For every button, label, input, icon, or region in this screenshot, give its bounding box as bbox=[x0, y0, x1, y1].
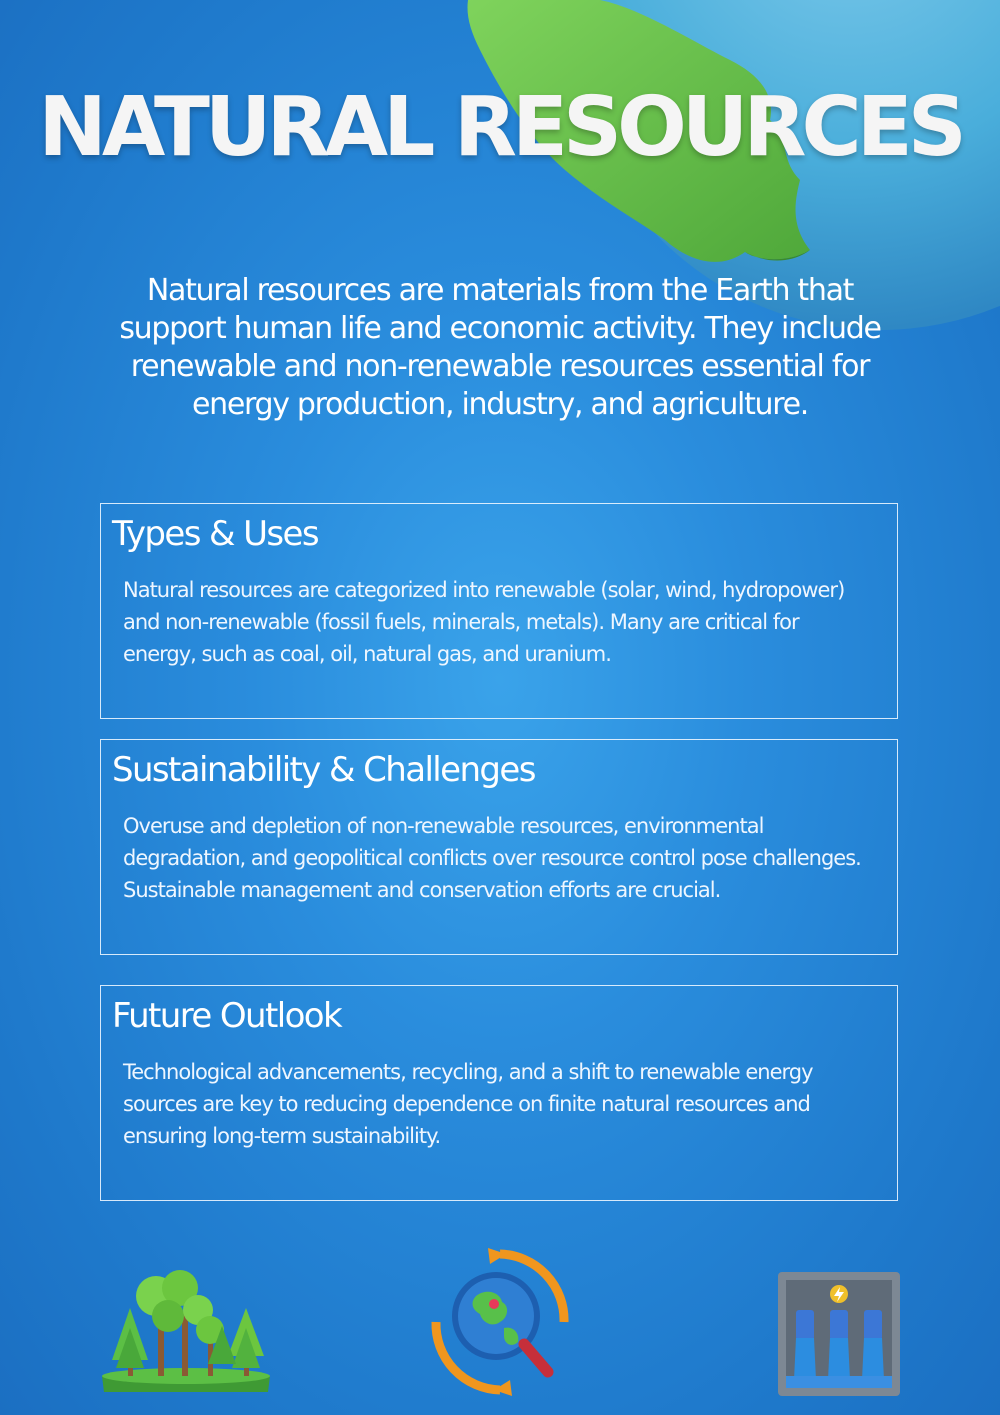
intro-paragraph: Natural resources are materials from the Earth that support human life and economic activity. They include renewable and non-renewable resources essential for energy production, industry, and agriculture. bbox=[119, 273, 881, 422]
section-body: Overuse and depletion of non-renewable resources, environmental degradation, and geopolitical conflicts over resource control pose challenges. Sustainable management and conservation efforts are crucial. bbox=[123, 814, 861, 902]
section-card-future-outlook bbox=[100, 985, 898, 1201]
section-card-sustainability bbox=[100, 739, 898, 955]
forest-icon bbox=[98, 1268, 274, 1396]
section-card-types-uses bbox=[100, 503, 898, 719]
section-body: Technological advancements, recycling, and a shift to renewable energy sources are key to reducing dependence on finite natural resources and ensuring long-term sustainability. bbox=[123, 1060, 813, 1148]
hydropower-dam-icon bbox=[778, 1272, 900, 1396]
page-title: NATURAL RESOURCES bbox=[38, 80, 962, 175]
section-heading: Sustainability & Challenges bbox=[112, 750, 535, 790]
section-body: Natural resources are categorized into renewable (solar, wind, hydropower) and non-renewable (fossil fuels, minerals, metals). Many are critical for energy, such as coal, oil, natural gas, and uranium. bbox=[123, 578, 845, 666]
section-heading: Future Outlook bbox=[112, 996, 342, 1036]
globe-search-icon bbox=[430, 1248, 570, 1396]
section-heading: Types & Uses bbox=[112, 514, 318, 554]
